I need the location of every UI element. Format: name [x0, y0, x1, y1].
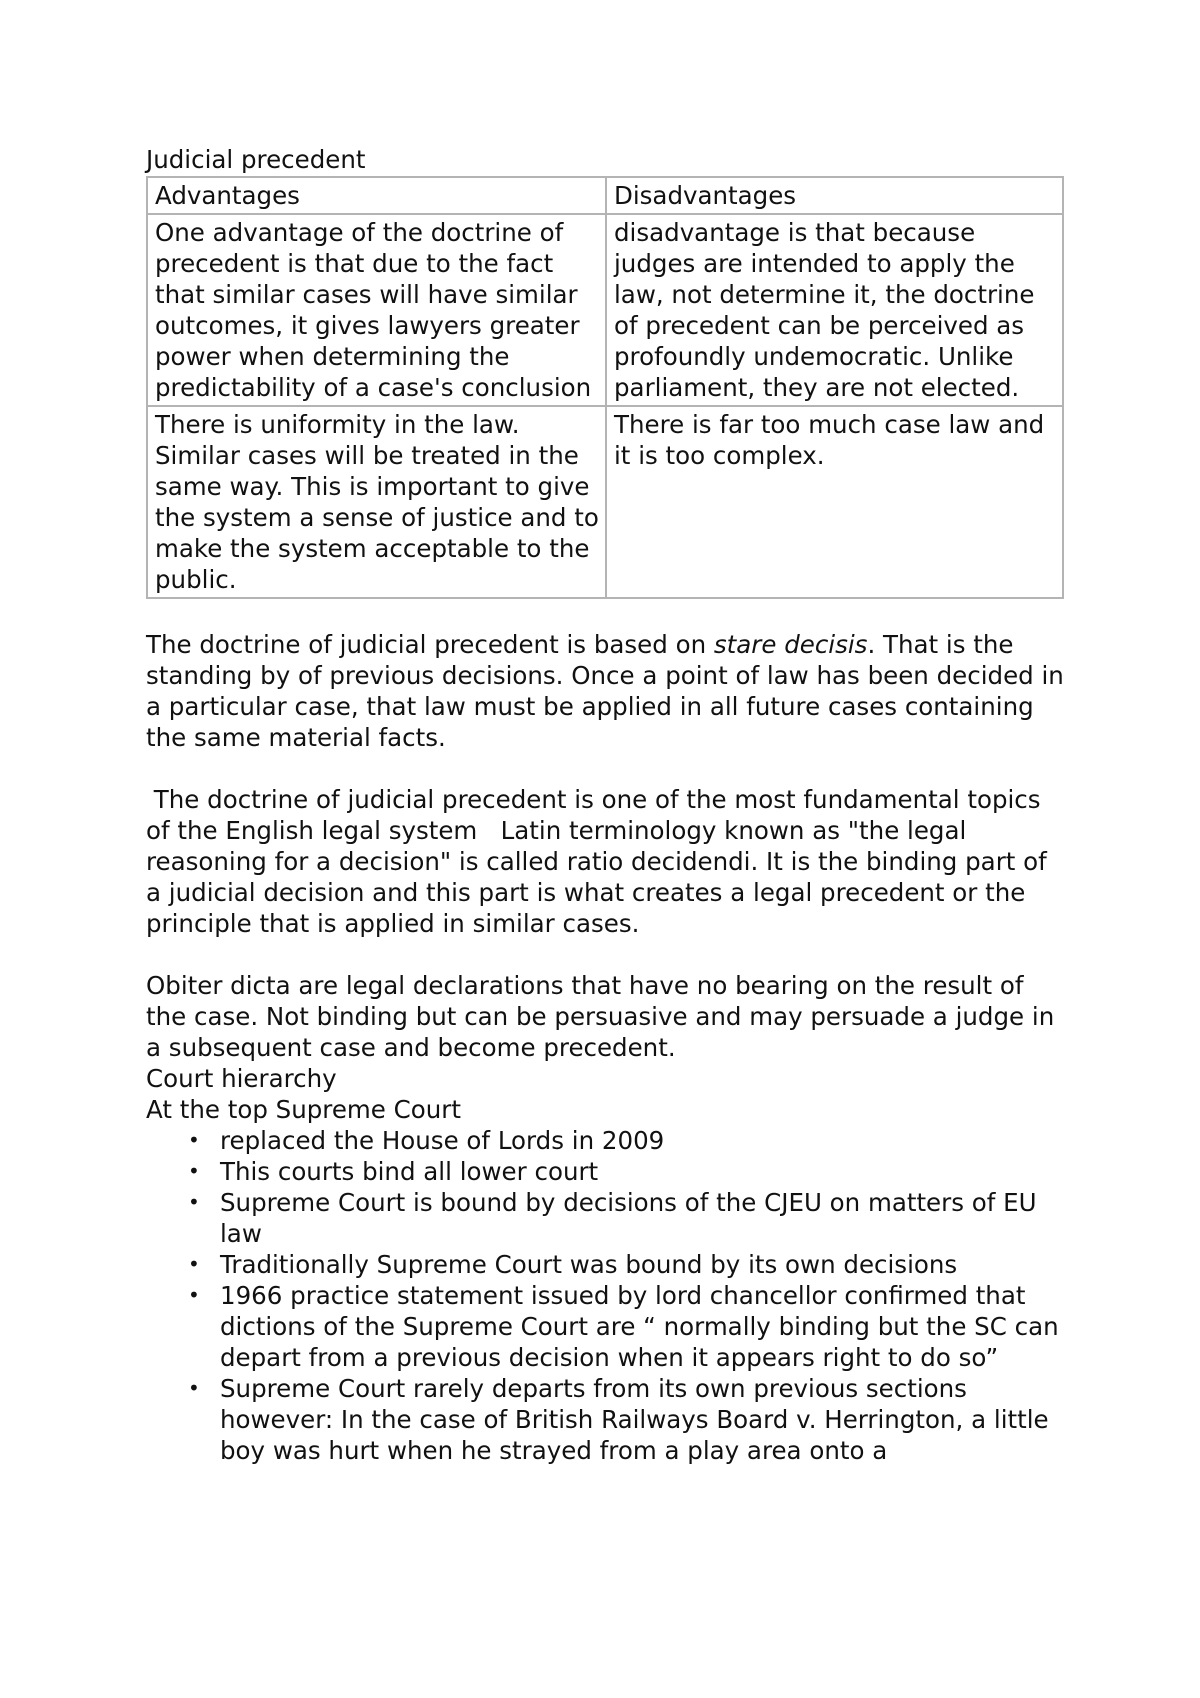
advantage-cell: One advantage of the doctrine of precedent is that due to the fact that similar cases will have similar outcomes, it gives lawyers greater power when determining the predictability of a case's conclusion [147, 214, 606, 406]
list-item-text: 1966 practice statement issued by lord chancellor confirmed that dictions of the Supreme Court are “ normally binding but the SC can depart from a previous decision when it appears right to do so” [220, 1281, 1059, 1372]
disadvantage-cell: disadvantage is that because judges are intended to apply the law, not determine it, the doctrine of precedent can be perceived as profoundly undemocratic. Unlike parliament, they are not elected. [606, 214, 1063, 406]
list-item [146, 1280, 1066, 1373]
bullet-icon: • [188, 1128, 200, 1152]
list-item-text: Supreme Court is bound by decisions of the CJEU on matters of EU law [220, 1188, 1037, 1248]
section-heading: Court hierarchy [146, 1064, 337, 1093]
advantage-cell: There is uniformity in the law. Similar cases will be treated in the same way. This is important to give the system a sense of justice and to make the system acceptable to the public. [147, 406, 606, 598]
italic-term: stare decisis [713, 630, 868, 659]
paragraph-text: . That is the standing by of previous decisions. Once a point of law has been decided in a particular case, that law must be applied in all future cases containing the same material facts. [146, 630, 1064, 752]
advantages-disadvantages-table [146, 176, 1064, 599]
document-title: Judicial precedent [146, 145, 366, 174]
table-row [147, 214, 1063, 406]
list-item-text: Traditionally Supreme Court was bound by its own decisions [220, 1250, 958, 1279]
table-row [147, 406, 1063, 598]
list-item-text: This courts bind all lower court [220, 1157, 599, 1186]
stare-decisis-paragraph [146, 629, 1066, 753]
header-advantages: Advantages [147, 177, 606, 214]
paragraph-text: The doctrine of judicial precedent is based on [146, 630, 714, 659]
list-item [146, 1187, 1066, 1249]
list-item [146, 1125, 1066, 1156]
document-page [146, 144, 1066, 1466]
bullet-icon: • [188, 1252, 200, 1276]
ratio-decidendi-paragraph: The doctrine of judicial precedent is one of the most fundamental topics of the English legal system Latin terminology known as "the legal reasoning for a decision" is called ratio decidendi. It is the binding part of a judicial decision and this part is what creates a legal precedent or the principle that is applied in similar cases. [146, 785, 1055, 938]
obiter-dicta-paragraph: Obiter dicta are legal declarations that have no bearing on the result of the case. Not binding but can be persuasive and may persuade a judge in a subsequent case and become precedent. [146, 971, 1055, 1062]
list-item [146, 1156, 1066, 1187]
list-item [146, 1373, 1066, 1466]
list-item-text: Supreme Court rarely departs from its own previous sections however: In the case of British Railways Board v. Herrington, a little boy was hurt when he strayed from a play area onto a [220, 1374, 1049, 1465]
list-item [146, 1249, 1066, 1280]
table-header-row [147, 177, 1063, 214]
header-disadvantages: Disadvantages [606, 177, 1063, 214]
bullet-icon: • [188, 1283, 200, 1307]
bullet-icon: • [188, 1159, 200, 1183]
bullet-icon: • [188, 1190, 200, 1214]
list-item-text: replaced the House of Lords in 2009 [220, 1126, 665, 1155]
disadvantage-cell: There is far too much case law and it is too complex. [606, 406, 1063, 598]
section-subheading: At the top Supreme Court [146, 1095, 461, 1124]
bullet-icon: • [188, 1376, 200, 1400]
supreme-court-list [146, 1125, 1066, 1466]
